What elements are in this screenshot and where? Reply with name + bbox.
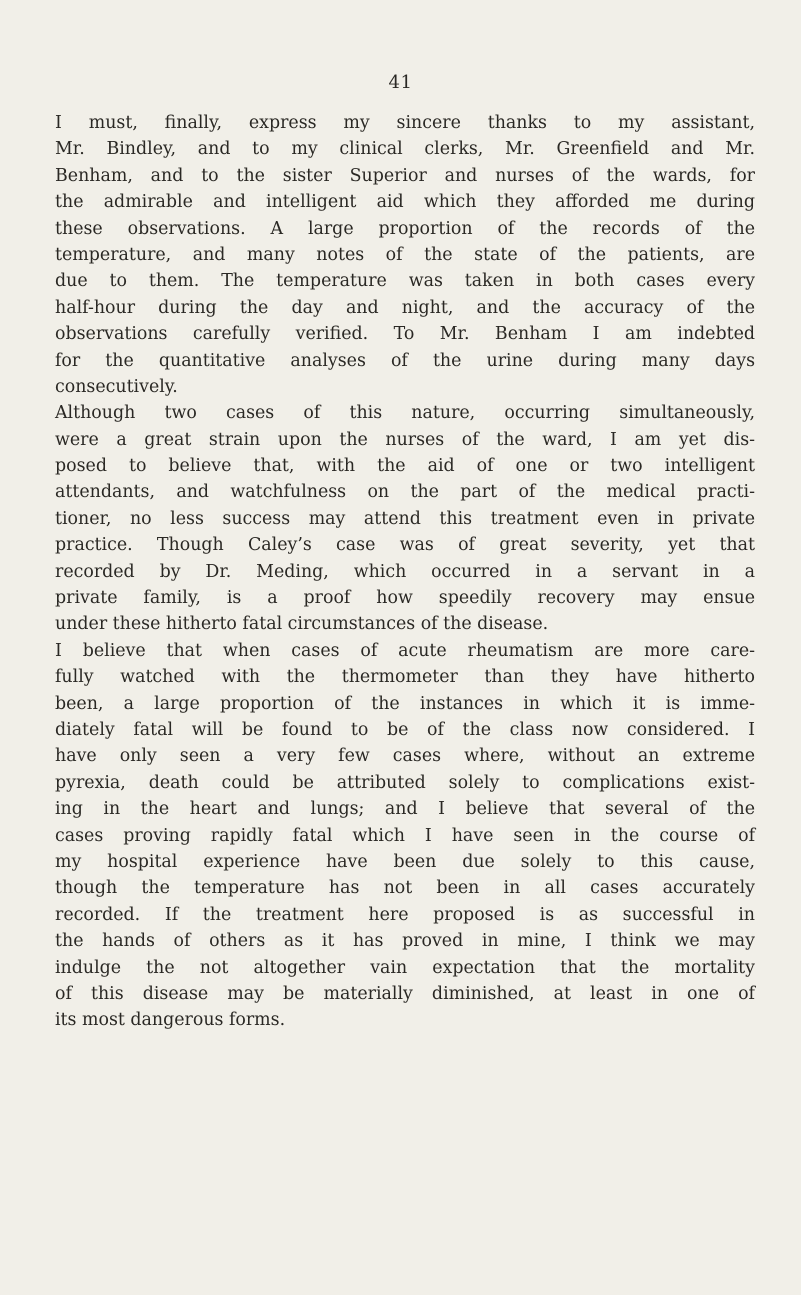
text-line: attendants, and watchfulness on the part of the medical practi- [55,482,755,503]
paragraph-3 [55,638,755,1034]
text-line: tioner, no less success may attend this treatment even in private [55,508,755,529]
text-line: consecutively. [55,376,178,397]
text-line: were a great strain upon the nurses of the ward, I am yet dis- [55,429,755,450]
text-line: I must, finally, express my sincere thanks to my assistant, [55,113,755,133]
text-line: been, a large proportion of the instances in which it is imme- [55,693,755,714]
text-line: indulge the not altogether vain expectation that the mortality [55,957,755,978]
paragraph-2 [55,400,755,638]
text-line: of this disease may be materially diminished, at least in one of [55,983,755,1004]
body-text [55,110,755,1034]
text-line: for the quantitative analyses of the urine during many days [55,350,755,371]
text-line: diately fatal will be found to be of the class now considered. I [55,719,755,740]
text-line: practice. Though Caley’s case was of great severity, yet that [55,535,755,556]
text-line: due to them. The temperature was taken in both cases every [55,271,755,292]
paragraph-1 [55,110,755,400]
text-line: the admirable and intelligent aid which they afforded me during [55,192,755,213]
text-line: I believe that when cases of acute rheumatism are more care- [55,640,755,661]
text-line: my hospital experience have been due solely to this cause, [55,851,755,872]
text-line: pyrexia, death could be attributed solely to complications exist- [55,772,755,793]
text-line: private family, is a proof how speedily recovery may ensue [55,588,755,609]
text-line: ing in the heart and lungs; and I believe that several of the [55,799,755,820]
text-line: the hands of others as it has proved in mine, I think we may [55,931,755,952]
text-line: observations carefully verified. To Mr. Benham I am indebted [55,324,755,345]
text-line: under these hitherto fatal circumstances of the disease. [55,614,549,635]
text-line: these observations. A large proportion of the records of the [55,218,755,239]
text-line: cases proving rapidly fatal which I have seen in the course of [55,825,755,846]
text-line: recorded. If the treatment here proposed is as successful in [55,904,755,925]
text-line: Although two cases of this nature, occurring simultaneously, [55,403,755,424]
text-line: posed to believe that, with the aid of one or two intelligent [55,456,755,477]
text-line: fully watched with the thermometer than they have hitherto [55,667,755,688]
page-number: 41 [388,72,413,93]
text-line: temperature, and many notes of the state of the patients, are [55,244,755,265]
text-line: have only seen a very few cases where, without an extreme [55,746,755,767]
text-line: Benham, and to the sister Superior and nurses of the wards, for [55,165,755,186]
text-line: Mr. Bindley, and to my clinical clerks, Mr. Greenfield and Mr. [55,139,755,160]
text-line: recorded by Dr. Meding, which occurred in a servant in a [55,561,755,582]
text-line: its most dangerous forms. [55,1010,286,1031]
text-line: half-hour during the day and night, and the accuracy of the [55,297,755,318]
text-line: though the temperature has not been in all cases accurately [55,878,755,899]
